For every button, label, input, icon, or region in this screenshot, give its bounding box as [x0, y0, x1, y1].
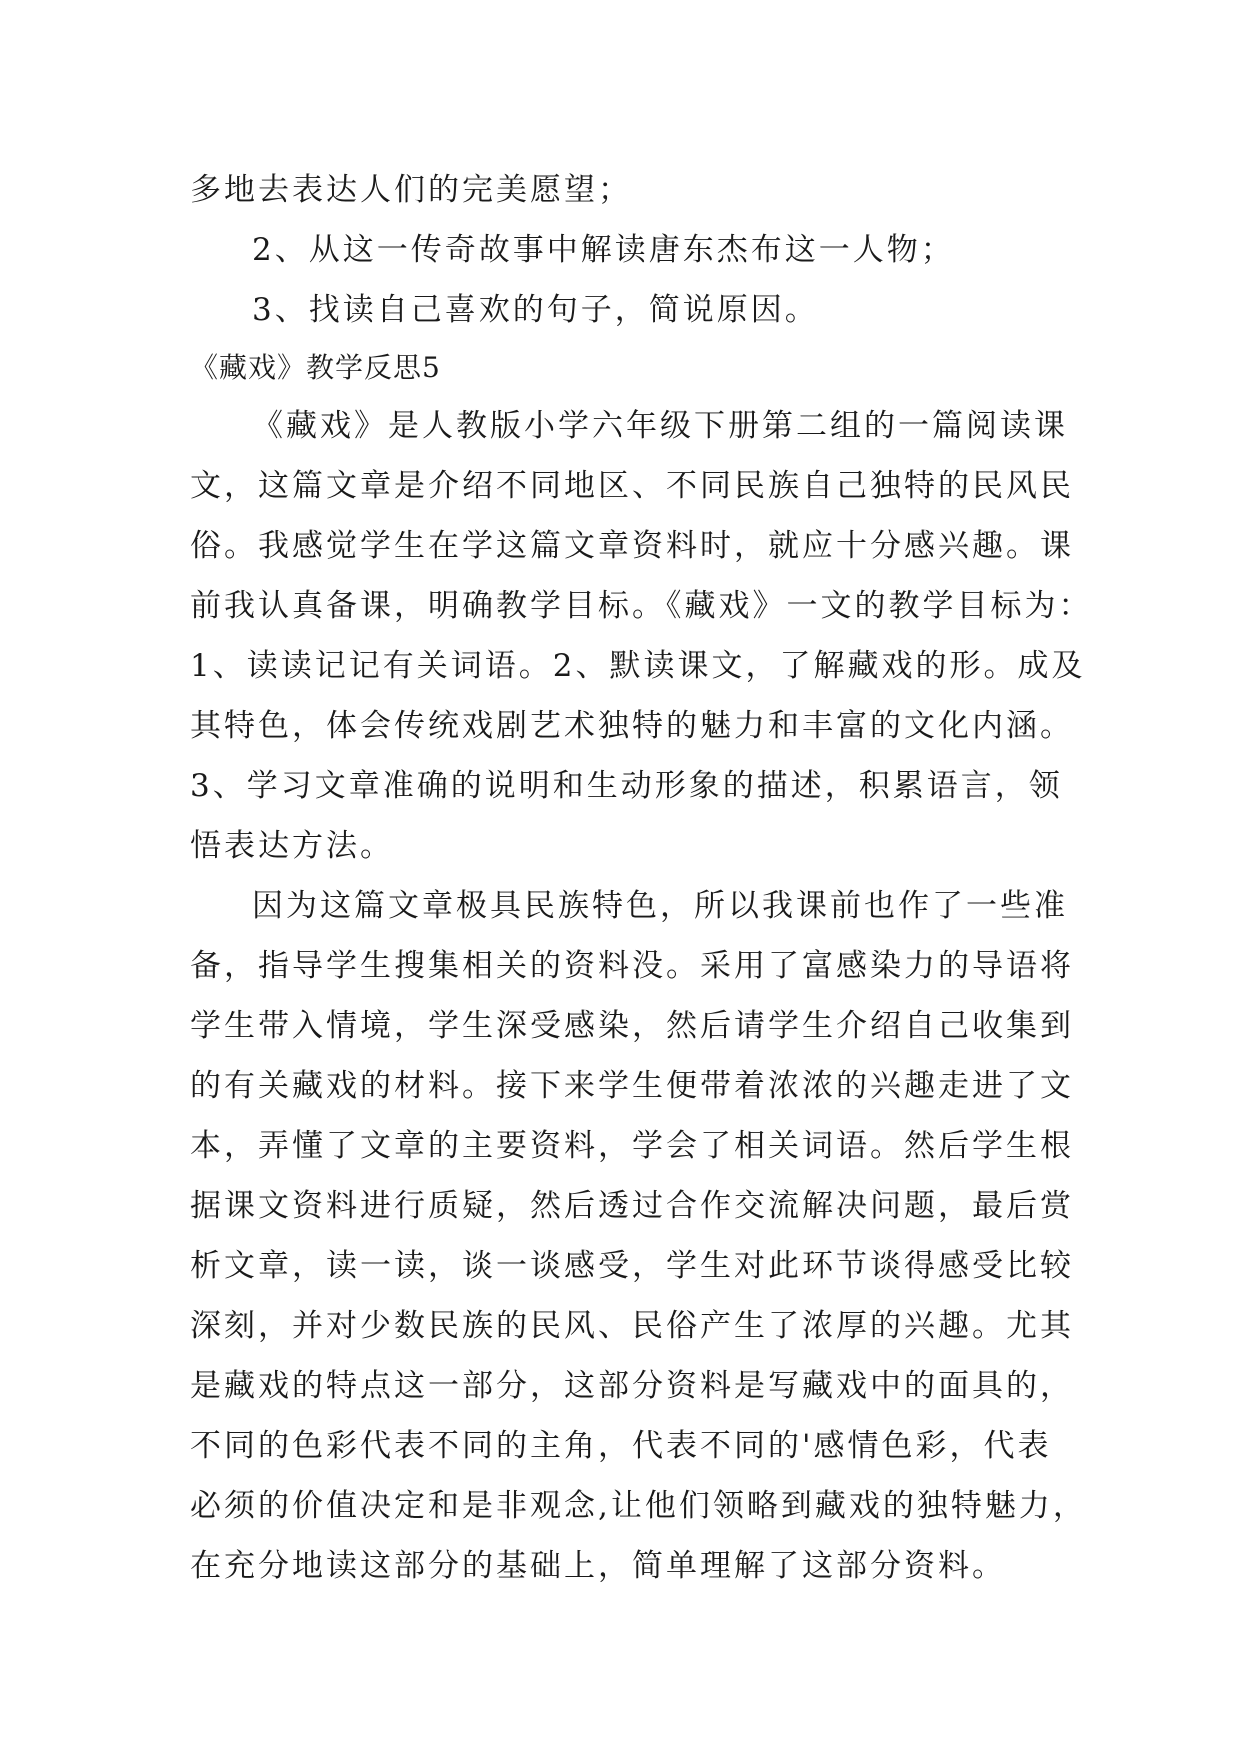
paragraph-line: 不同的色彩代表不同的主角，代表不同的'感情色彩，代表 — [190, 1428, 1052, 1464]
section-title: 《藏戏》教学反思5 — [190, 351, 441, 384]
paragraph-line: 析文章，读一读，谈一谈感受，学生对此环节谈得感受比较 — [190, 1248, 1074, 1284]
paragraph-line: 深刻，并对少数民族的民风、民俗产生了浓厚的兴趣。尤其 — [190, 1308, 1074, 1344]
intro-list-item-2: 2、从这一传奇故事中解读唐东杰布这一人物； — [252, 232, 955, 268]
paragraph-line: 其特色，体会传统戏剧艺术独特的魅力和丰富的文化内涵。 — [190, 708, 1074, 744]
paragraph-line: 前我认真备课，明确教学目标。《藏戏》一文的教学目标为： — [190, 588, 1093, 624]
paragraph-line: 学生带入情境，学生深受感染，然后请学生介绍自己收集到 — [190, 1008, 1074, 1044]
paragraph-line: 据课文资料进行质疑，然后透过合作交流解决问题，最后赏 — [190, 1188, 1074, 1224]
paragraph-line: 在充分地读这部分的基础上，简单理解了这部分资料。 — [190, 1548, 1006, 1584]
document-body — [190, 160, 1093, 1596]
intro-list-item-3: 3、找读自己喜欢的句子，简说原因。 — [252, 292, 819, 328]
paragraph-line: 《藏戏》是人教版小学六年级下册第二组的一篇阅读课 — [252, 408, 1068, 444]
paragraph-line: 3、学习文章准确的说明和生动形象的描述，积累语言，领 — [190, 768, 1063, 804]
paragraph-line: 本，弄懂了文章的主要资料，学会了相关词语。然后学生根 — [190, 1128, 1074, 1164]
paragraph-2 — [190, 876, 1087, 1596]
paragraph-line: 是藏戏的特点这一部分，这部分资料是写藏戏中的面具的， — [190, 1368, 1074, 1404]
paragraph-line: 1、读读记记有关词语。2、默读课文，了解藏戏的形。成及 — [190, 648, 1086, 684]
intro-line-1: 多地去表达人们的完美愿望； — [190, 172, 632, 208]
paragraph-line: 必须的价值决定和是非观念,让他们领略到藏戏的独特魅力， — [190, 1488, 1087, 1524]
paragraph-line: 俗。我感觉学生在学这篇文章资料时，就应十分感兴趣。课 — [190, 528, 1074, 564]
paragraph-1 — [190, 396, 1093, 876]
paragraph-line: 悟表达方法。 — [190, 828, 394, 864]
paragraph-line: 的有关藏戏的材料。接下来学生便带着浓浓的兴趣走进了文 — [190, 1068, 1074, 1104]
paragraph-line: 因为这篇文章极具民族特色，所以我课前也作了一些准 — [252, 888, 1068, 924]
paragraph-line: 文，这篇文章是介绍不同地区、不同民族自己独特的民风民 — [190, 468, 1074, 504]
paragraph-line: 备，指导学生搜集相关的资料没。采用了富感染力的导语将 — [190, 948, 1074, 984]
